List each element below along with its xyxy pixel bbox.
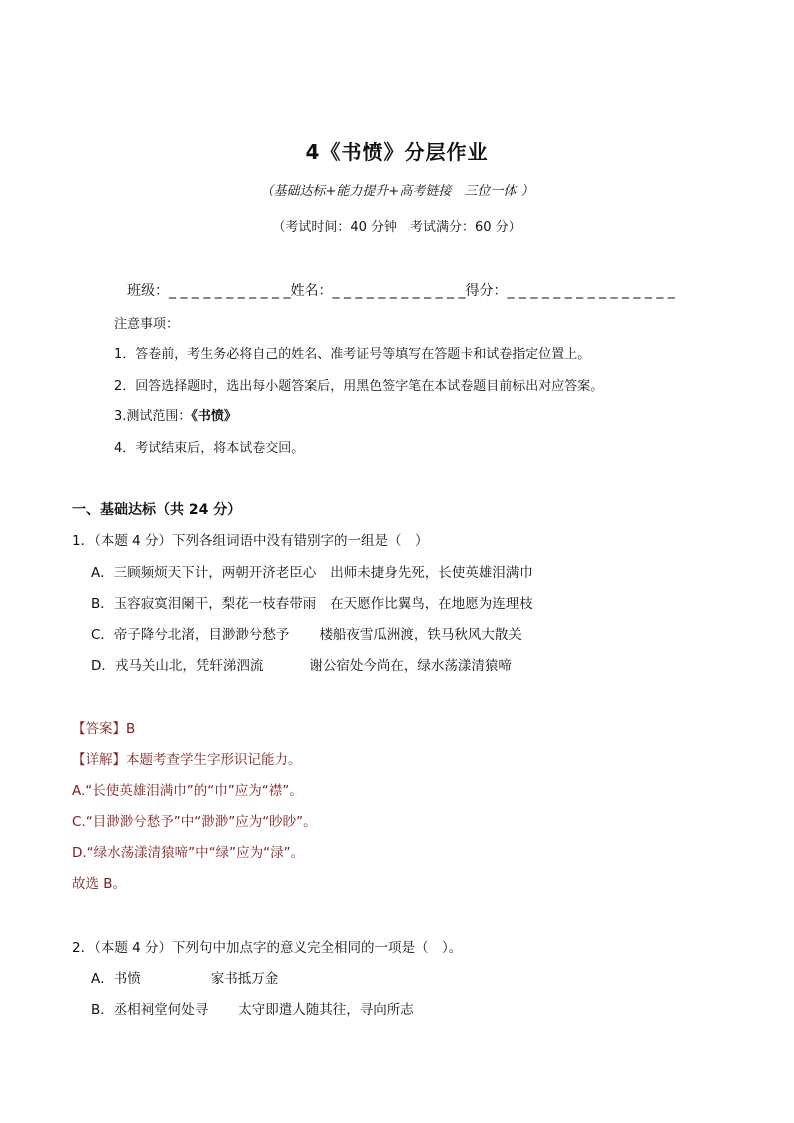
question-2-stem: 2．（本题 4 分）下列句中加点字的意义完全相同的一项是（ ）。 bbox=[72, 940, 463, 956]
score-label: 得分： bbox=[465, 283, 508, 299]
page-title: 4《书愤》分层作业 bbox=[305, 140, 489, 164]
exam-time-info: （考试时间：40 分钟 考试满分：60 分） bbox=[272, 220, 522, 235]
option-b-part-1: B．玉容寂寞泪阑干，梨花一枝春带雨 bbox=[91, 596, 317, 612]
q2-option-a-part-1: A．书愤 bbox=[91, 971, 141, 987]
question-1-stem: 1．（本题 4 分）下列各组词语中没有错别字的一组是（ ） bbox=[72, 533, 429, 549]
notes-heading: 注意事项： bbox=[114, 317, 180, 332]
question-1-option-d[interactable] bbox=[91, 654, 512, 674]
question-1-option-b[interactable] bbox=[91, 592, 533, 612]
question-1-answer: 【答案】B bbox=[72, 721, 136, 737]
section-1-heading: 一、基础达标（共 24 分） bbox=[72, 502, 242, 518]
option-b-part-2: 在天愿作比翼鸟，在地愿为连理枝 bbox=[330, 596, 533, 612]
class-label: 班级： bbox=[127, 283, 169, 299]
note-item-2: 2．回答选择题时，选出每小题答案后，用黑色签字笔在本试卷题目前标出对应答案。 bbox=[114, 379, 604, 394]
score-blank[interactable]: _ _ _ _ _ _ _ _ _ _ _ _ _ _ _ bbox=[507, 283, 675, 299]
question-1-conclusion: 故选 B。 bbox=[72, 876, 127, 892]
class-blank[interactable]: _ _ _ _ _ _ _ _ _ _ _ bbox=[169, 283, 291, 299]
page-subtitle: （基础达标+能力提升+高考链接 三位一体 ） bbox=[260, 184, 534, 199]
student-info-line bbox=[127, 280, 675, 300]
q2-option-b-part-2: 太守即遣人随其往，寻向所志 bbox=[238, 1002, 414, 1018]
question-1-detail: 【详解】本题考查学生字形识记能力。 bbox=[72, 752, 302, 768]
q2-option-a-part-2: 家书抵万金 bbox=[210, 971, 279, 987]
note-item-3-prefix: 3.测试范围： bbox=[114, 409, 192, 424]
option-a-part-2: 出师未捷身先死，长使英雄泪满巾 bbox=[330, 565, 533, 581]
note-item-1: 1．答卷前，考生务必将自己的姓名、准考证号等填写在答题卡和试卷指定位置上。 bbox=[114, 347, 591, 362]
note-item-3 bbox=[114, 405, 237, 424]
question-1-explanation-c: C.“目渺渺兮愁予”中“渺渺”应为“眇眇”。 bbox=[72, 814, 317, 830]
question-2-option-a[interactable] bbox=[91, 967, 278, 987]
question-1-option-c[interactable] bbox=[91, 623, 522, 643]
option-c-part-1: C．帝子降兮北渚，目渺渺兮愁予 bbox=[91, 627, 290, 643]
option-c-part-2: 楼船夜雪瓜洲渡，铁马秋风大散关 bbox=[319, 627, 522, 643]
option-d-part-2: 谢公宿处今尚在，绿水荡漾清猿啼 bbox=[309, 658, 512, 674]
note-item-3-scope: 《书愤》 bbox=[191, 409, 237, 424]
question-1-explanation-a: A.“长使英雄泪满巾”的“巾”应为“襟”。 bbox=[72, 783, 303, 799]
q2-option-b-part-1: B．丞相祠堂何处寻 bbox=[91, 1002, 209, 1018]
question-1-explanation-d: D.“绿水荡漾清猿啼”中“绿”应为“渌”。 bbox=[72, 845, 305, 861]
name-blank[interactable]: _ _ _ _ _ _ _ _ _ _ _ _ bbox=[332, 283, 466, 299]
name-label: 姓名： bbox=[290, 283, 333, 299]
question-2-option-b[interactable] bbox=[91, 998, 414, 1018]
option-d-part-1: D．戎马关山北，凭轩涕泗流 bbox=[91, 658, 264, 674]
question-1-option-a[interactable] bbox=[91, 561, 533, 581]
option-a-part-1: A．三顾频烦天下计，两朝开济老臣心 bbox=[91, 565, 317, 581]
note-item-4: 4．考试结束后，将本试卷交回。 bbox=[114, 441, 305, 456]
